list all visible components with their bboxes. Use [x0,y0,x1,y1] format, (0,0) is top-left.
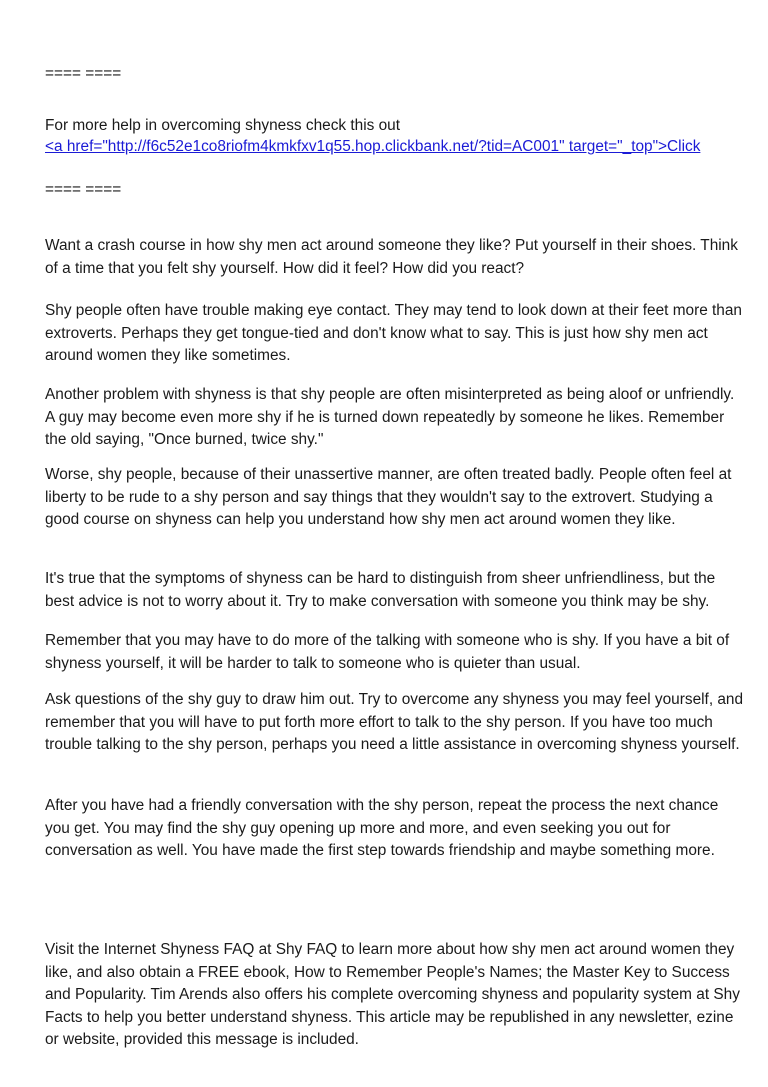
article-paragraph-7: Ask questions of the shy guy to draw him out. Try to overcome any shyness you may feel yourself, and remember that you will have to put forth more effort to talk to the shy person. If you have too much trouble talking to the shy person, perhaps you need a little assistance in overcoming shyness yourself. [45,691,744,753]
resource-box: Visit the Internet Shyness FAQ at Shy FAQ to learn more about how shy men act around women they like, and also obtain a FREE ebook, How to Remember People's Names; the Master Key to Success and Popularity. Tim Arends also offers his complete overcoming shyness and popularity system at Shy Facts to help you better understand shyness. This article may be republished in any newsletter, ezine or website, provided this message is included. [45,941,740,1048]
separator-bottom: ==== ==== [45,181,122,198]
promo-link[interactable]: <a href="http://f6c52e1co8riofm4kmkfxv1q55.hop.clickbank.net/?tid=AC001" target="_top">Click [45,138,701,155]
promo-text: For more help in overcoming shyness check this out [45,117,400,134]
article-paragraph-6: Remember that you may have to do more of the talking with someone who is shy. If you have a bit of shyness yourself, it will be harder to talk to someone who is quieter than usual. [45,632,730,672]
article-paragraph-1: Want a crash course in how shy men act around someone they like? Put yourself in their shoes. Think of a time that you felt shy yourself. How did it feel? How did you react? [45,237,738,277]
separator-top: ==== ==== [45,65,122,82]
article-paragraph-2: Shy people often have trouble making eye contact. They may tend to look down at their feet more than extroverts. Perhaps they get tongue-tied and don't know what to say. This is just how shy men act around women they like sometimes. [45,302,742,364]
article-paragraph-4: Worse, shy people, because of their unassertive manner, are often treated badly. People often feel at liberty to be rude to a shy person and say things that they wouldn't say to the extrovert. Studying a good course on shyness can help you understand how shy men act around women they like. [45,466,732,528]
article-paragraph-3: Another problem with shyness is that shy people are often misinterpreted as being aloof or unfriendly. A guy may become even more shy if he is turned down repeatedly by someone he likes. Remember the old saying, "Once burned, twice shy." [45,386,735,448]
promo-link-line [45,136,745,159]
article-paragraph-5: It's true that the symptoms of shyness can be hard to distinguish from sheer unfriendliness, but the best advice is not to worry about it. Try to make conversation with someone you think may be shy. [45,570,716,610]
article-paragraph-8: After you have had a friendly conversation with the shy person, repeat the process the next chance you get. You may find the shy guy opening up more and more, and even seeking you out for conversation as well. You have made the first step towards friendship and maybe something more. [45,797,719,859]
